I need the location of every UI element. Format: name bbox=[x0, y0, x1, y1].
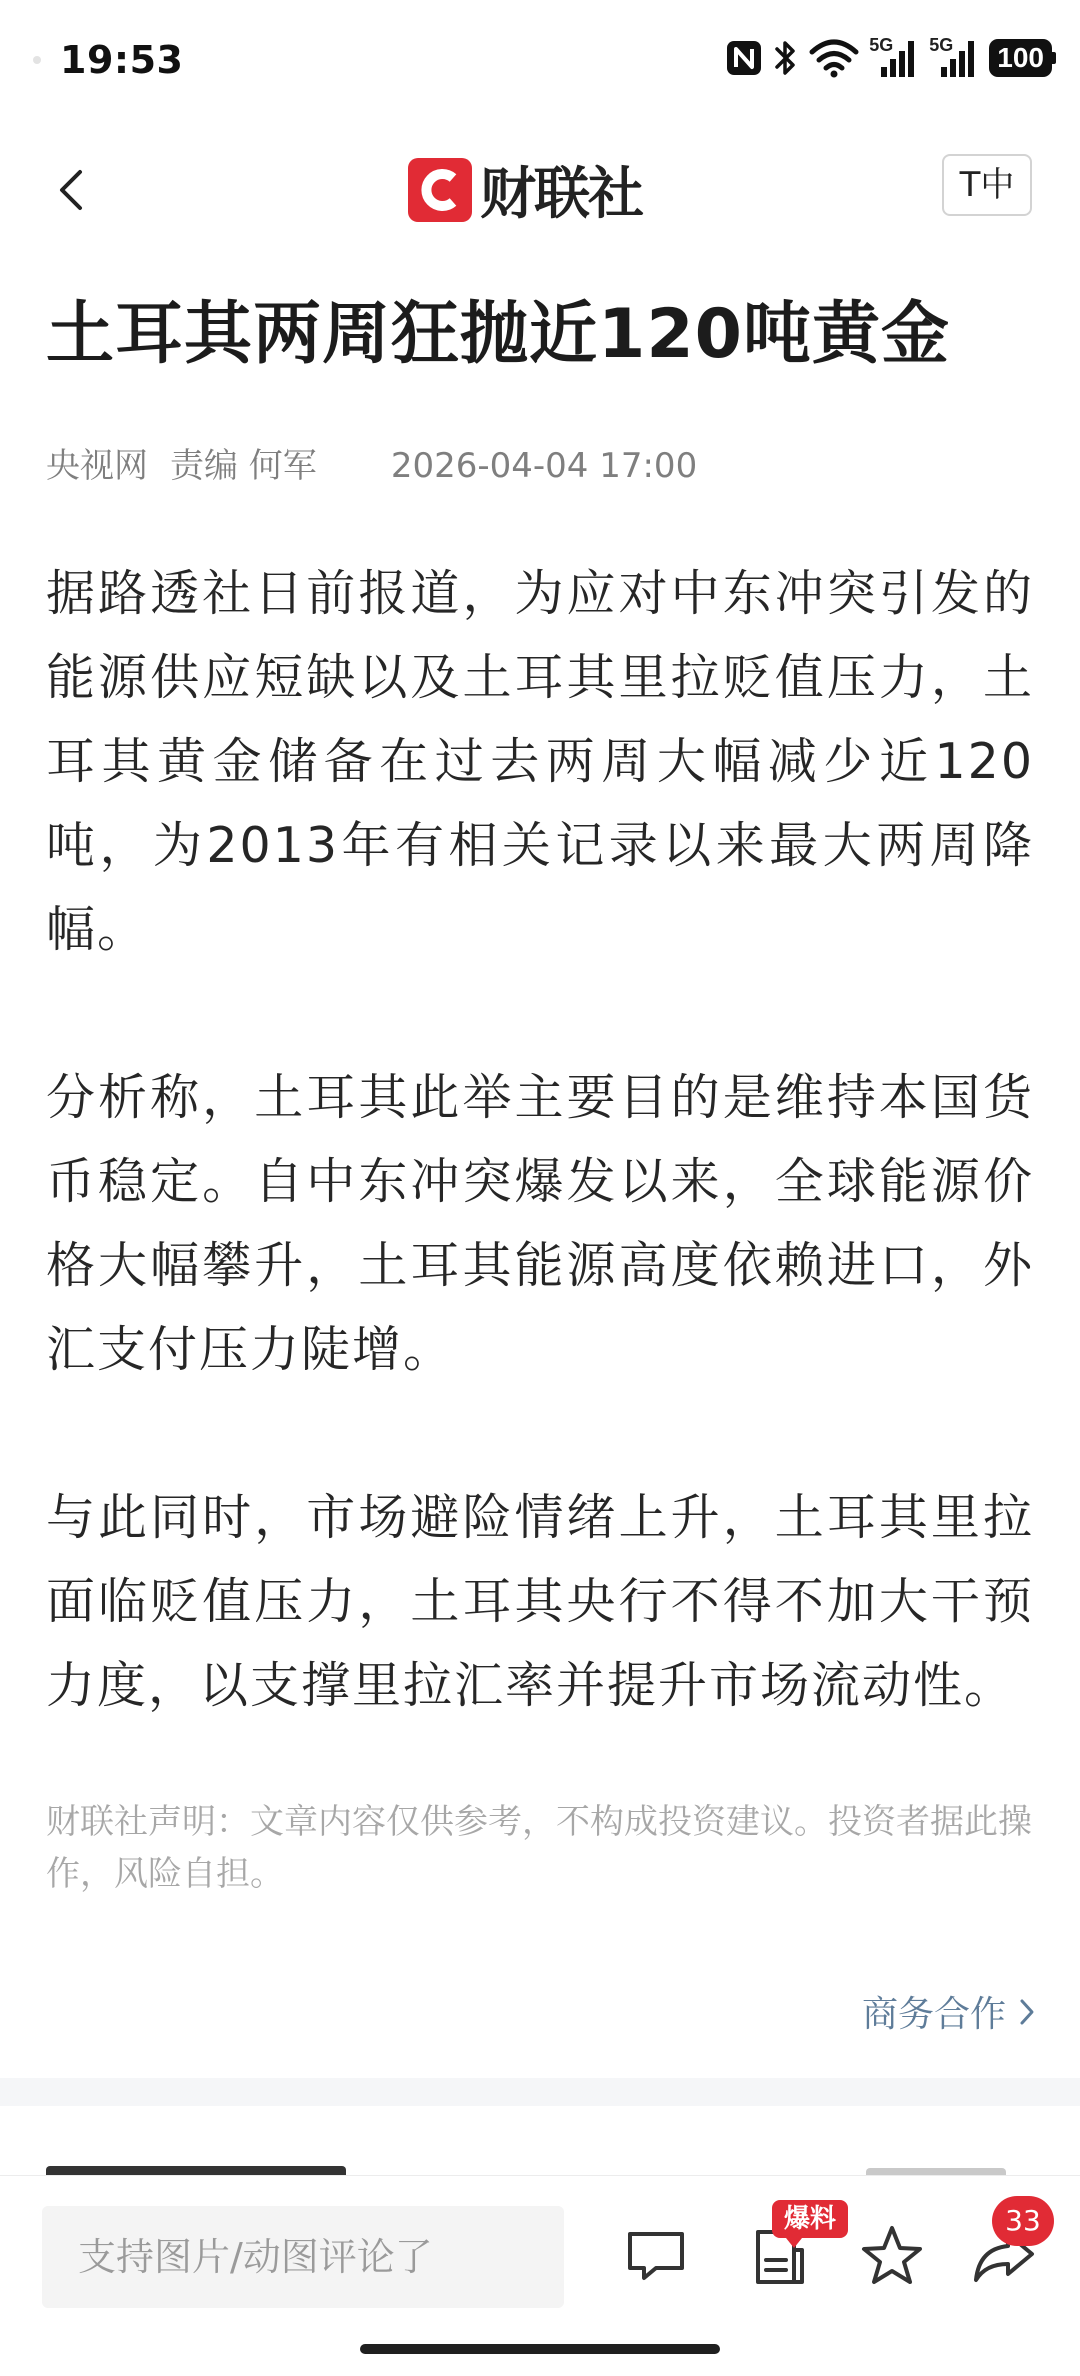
article-paragraph: 与此同时，市场避险情绪上升，土耳其里拉面临贬值压力，土耳其央行不得不加大干预力度，以支撑里拉汇率并提升市场流动性。 bbox=[46, 1489, 1034, 1714]
article-editor: 责编 何军 bbox=[170, 446, 317, 486]
chevron-right-icon bbox=[1018, 1997, 1036, 2027]
back-arrow-icon bbox=[50, 158, 100, 222]
business-cooperation-link[interactable] bbox=[862, 1986, 1036, 2037]
status-time: 19:53 bbox=[60, 38, 184, 82]
share-count-badge: 33 bbox=[992, 2196, 1054, 2246]
home-indicator[interactable] bbox=[360, 2344, 720, 2354]
font-size-button[interactable]: T中 bbox=[942, 154, 1032, 216]
network-type-label: 5G bbox=[929, 35, 954, 55]
article-meta bbox=[46, 438, 719, 487]
battery-indicator bbox=[989, 39, 1056, 77]
signal-icon bbox=[929, 37, 979, 79]
logo-mark-icon bbox=[408, 158, 472, 222]
brand-name: 财联社 bbox=[480, 162, 642, 227]
nfc-icon bbox=[725, 39, 763, 77]
next-section-peek bbox=[46, 2150, 1046, 2178]
camera-dot bbox=[33, 56, 41, 64]
favorite-button[interactable] bbox=[856, 2220, 928, 2292]
article-title: 土耳其两周狂抛近120吨黄金 bbox=[46, 295, 950, 374]
status-icons bbox=[725, 36, 1056, 80]
comment-button[interactable] bbox=[620, 2220, 692, 2292]
battery-level: 100 bbox=[989, 39, 1052, 77]
article-paragraph: 据路透社日前报道，为应对中东冲突引发的能源供应短缺以及土耳其里拉贬值压力，土耳其黄金储备在过去两周大幅减少近120吨，为2013年有相关记录以来最大两周降幅。 bbox=[46, 565, 1034, 958]
brand-logo bbox=[408, 152, 642, 228]
status-bar bbox=[0, 0, 1080, 130]
article-source: 央视网 bbox=[46, 446, 148, 486]
disclaimer-text: 财联社声明：文章内容仅供参考，不构成投资建议。投资者据此操作，风险自担。 bbox=[46, 1802, 1032, 1894]
business-cooperation-label: 商务合作 bbox=[861, 1994, 1006, 2035]
bluetooth-icon bbox=[773, 38, 799, 78]
network-type-label: 5G bbox=[869, 35, 894, 55]
wifi-icon bbox=[809, 38, 859, 78]
star-icon bbox=[856, 2220, 928, 2292]
article-body bbox=[46, 552, 1034, 1812]
tip-badge: 爆料 bbox=[772, 2200, 848, 2238]
comment-input[interactable]: 支持图片/动图评论了 bbox=[42, 2206, 564, 2308]
signal-icon bbox=[869, 37, 919, 79]
article-paragraph: 分析称，土耳其此举主要目的是维持本国货币稳定。自中东冲突爆发以来，全球能源价格大幅攀升，土耳其能源高度依赖进口，外汇支付压力陡增。 bbox=[46, 1069, 1034, 1378]
back-button[interactable] bbox=[50, 158, 100, 222]
article-datetime: 2026-04-04 17:00 bbox=[390, 446, 698, 486]
comment-icon bbox=[620, 2220, 692, 2292]
section-divider bbox=[0, 2078, 1080, 2106]
nav-header bbox=[0, 130, 1080, 250]
bottom-action-bar bbox=[0, 2176, 1080, 2376]
